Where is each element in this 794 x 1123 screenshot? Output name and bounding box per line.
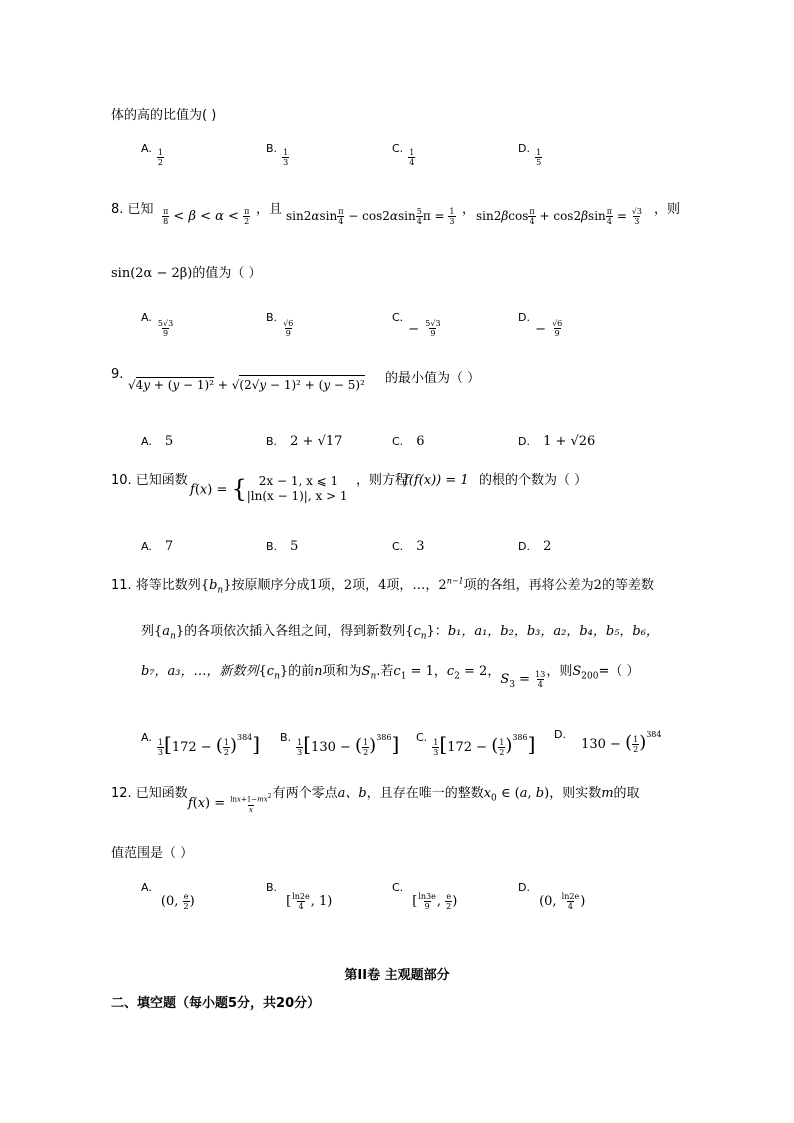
q10-function: f(x) = { 2x − 1, x ⩽ 1 |ln(x − 1)|, x > 1	[190, 474, 348, 503]
q8-option-b[interactable]	[266, 306, 294, 338]
option-base: 172	[171, 740, 197, 755]
q11-option-b[interactable]: B. $_{\frac{1}{3} [130 - ( \frac{1}{2} )^{386}]}$	[280, 731, 400, 757]
q7-option-a[interactable]	[141, 137, 164, 167]
option-label: D.	[518, 540, 530, 553]
q8-option-c[interactable]	[392, 306, 442, 338]
option-label: A.	[141, 311, 152, 324]
option-label: D.	[518, 142, 530, 155]
q7-option-b[interactable]	[266, 137, 289, 167]
q8-number: 8. 已知	[111, 202, 154, 217]
q9-option-a[interactable]	[141, 430, 173, 449]
q10-mid: ，则方程	[356, 473, 409, 488]
q7-stem: 体的高的比值为( )	[111, 108, 217, 123]
option-base: 130	[581, 737, 606, 752]
option-label: A.	[141, 731, 152, 744]
fraction: $\frac{5√3}{9}$	[157, 319, 174, 338]
option-label: A.	[141, 881, 152, 894]
q10-option-a[interactable]	[141, 535, 173, 554]
q8-option-d[interactable]	[518, 306, 563, 338]
option-label: B.	[280, 731, 292, 744]
q10-option-c[interactable]	[392, 535, 425, 554]
q11-option-c[interactable]: C. $_{\frac{1}{3} [172 - ( \frac{1}{2} )^{386}]}$	[416, 731, 536, 757]
option-exponent: 384	[236, 732, 253, 742]
option-label: B.	[266, 540, 278, 553]
option-exponent: 384	[646, 729, 662, 739]
option-value: [ ln2e 4 , 1)	[286, 892, 333, 911]
q8-question: 的值为（ ）	[192, 266, 262, 281]
option-base: 130	[311, 740, 336, 755]
option-label: D.	[518, 881, 530, 894]
piece-1: 2x − 1, x ⩽ 1	[258, 474, 339, 488]
option-label: C.	[392, 881, 404, 894]
option-sign: −	[408, 322, 420, 337]
q9-question: 的最小值为（ ）	[385, 371, 481, 386]
option-value: 5	[290, 539, 299, 554]
fraction: $\frac{1}{4}$	[409, 148, 415, 167]
fraction: $\frac{1}{2}$	[157, 148, 164, 167]
q9-option-b[interactable]	[266, 430, 342, 449]
q7-option-c[interactable]	[392, 137, 415, 167]
q9-expression: √4y + (y − 1)² + √(2√y − 1)² + (y − 5)²	[128, 378, 365, 392]
option-exponent: 386	[512, 732, 528, 742]
section-heading: 二、填空题（每小题5分，共20分）	[111, 996, 321, 1011]
option-value: 5	[164, 434, 174, 449]
q8-then: ，则	[654, 202, 681, 217]
option-value: 2 + √17	[290, 434, 343, 449]
q8-condition: $\frac{\pi}{8}$ < β < α < $\frac{\pi}{2}$	[163, 207, 250, 226]
q11-option-d[interactable]: D. $_{130 - ( \frac{1}{2} )^{384}}$	[554, 728, 662, 754]
option-label: D.	[518, 435, 530, 448]
q12-line-2: 值范围是（ ）	[111, 846, 194, 861]
q8-line2	[111, 262, 261, 281]
option-value: 2	[543, 539, 552, 554]
q8-option-a[interactable]	[141, 306, 174, 338]
option-label: A.	[141, 435, 152, 448]
q10-number: 10. 已知函数	[111, 473, 188, 488]
q8-joiner: ，且	[256, 202, 283, 217]
piece-2: |ln(x − 1)|, x > 1	[246, 489, 348, 503]
q9-number: 9.	[111, 367, 124, 382]
option-sign: −	[535, 322, 546, 337]
q11-line-1: 11. 将等比数列$\{b_n\}$按原顺序分成1项，2项，4项，…，$2^{n-1}$项的各组，再将公差为2的等差数	[111, 576, 654, 596]
q10-option-b[interactable]	[266, 535, 298, 554]
q11-line-2: 列$\{a_n\}$的各项依次插入各组之间，得到新数列$\{c_n\}$：b₁，a₁，b₂，b₃，a₂，b₄，b₅，b₆，	[141, 624, 659, 642]
option-value: (0, e 2 )	[160, 892, 195, 911]
option-value: 3	[416, 539, 425, 554]
option-base: 172	[447, 740, 473, 755]
q12-option-b[interactable]	[266, 876, 333, 911]
q9-option-d[interactable]	[518, 430, 595, 449]
q8-equation-1: sin2αsin $\frac{\pi}{4}$ − cos2αsin $\frac{5}{4}$ π = $\frac{1}{3}$	[286, 207, 455, 226]
option-exponent: 386	[376, 732, 392, 742]
q11-line-3: b₇，a₃，…，新数列$\{c_n\}$的前n项和为$S_n$.若$c_1 = 1$，$c_2 = 2$，$S_3$ = $\frac{13}{4}$ ，则$S_{200}=$（ ）	[141, 664, 640, 690]
option-label: D.	[518, 311, 530, 324]
option-label: B.	[266, 435, 278, 448]
q10-question: 的根的个数为（ ）	[479, 473, 588, 488]
option-value: 7	[164, 539, 174, 554]
fraction: $\frac{√6}{9}$	[552, 319, 563, 338]
option-label: C.	[416, 731, 428, 744]
option-label: C.	[392, 435, 404, 448]
option-label: A.	[141, 142, 152, 155]
option-label: A.	[141, 540, 152, 553]
q12-line-1: 12. 已知函数f(x) = $\frac{\ln x+1-mx2}{x}$ 有两个零点a、b，且存在唯一的整数$x_0$ ∈ (a, b)，则实数m的取	[111, 786, 640, 814]
option-label: B.	[266, 881, 278, 894]
fraction: $\frac{√6}{9}$	[283, 319, 294, 338]
option-value: 1 + √26	[543, 434, 596, 449]
option-value: [ ln3e 9 , e 2 )	[412, 892, 458, 911]
option-label: D.	[554, 728, 566, 741]
option-label: B.	[266, 142, 278, 155]
option-label: C.	[392, 540, 404, 553]
part-title: 第II卷 主观题部分	[344, 968, 450, 983]
q7-option-d[interactable]	[518, 137, 542, 167]
q11-option-a[interactable]: A. $_{\frac{1}{3} [172 - ( \frac{1}{2} )^{384}]}$	[141, 731, 261, 757]
option-value: 6	[416, 434, 425, 449]
q10-equation: f(f(x)) = 1	[404, 473, 469, 488]
q8-expression: sin(2α − 2β)	[111, 266, 193, 281]
q8-comma: ，	[462, 202, 476, 217]
fraction: $\frac{1}{3}$	[283, 148, 289, 167]
fraction: $\frac{1}{5}$	[536, 148, 542, 167]
option-value: (0, ln2e 4 )	[539, 892, 586, 911]
option-label: C.	[392, 142, 404, 155]
q10-option-d[interactable]	[518, 535, 551, 554]
q8-equation-2: sin2βcos $\frac{\pi}{4}$ + cos2βsin $\frac{\pi}{4}$ = $\frac{√3}{3}$	[476, 207, 642, 226]
q9-option-c[interactable]	[392, 430, 425, 449]
option-label: C.	[392, 311, 404, 324]
option-label: B.	[266, 311, 278, 324]
fraction: $\frac{5√3}{9}$	[425, 319, 441, 338]
